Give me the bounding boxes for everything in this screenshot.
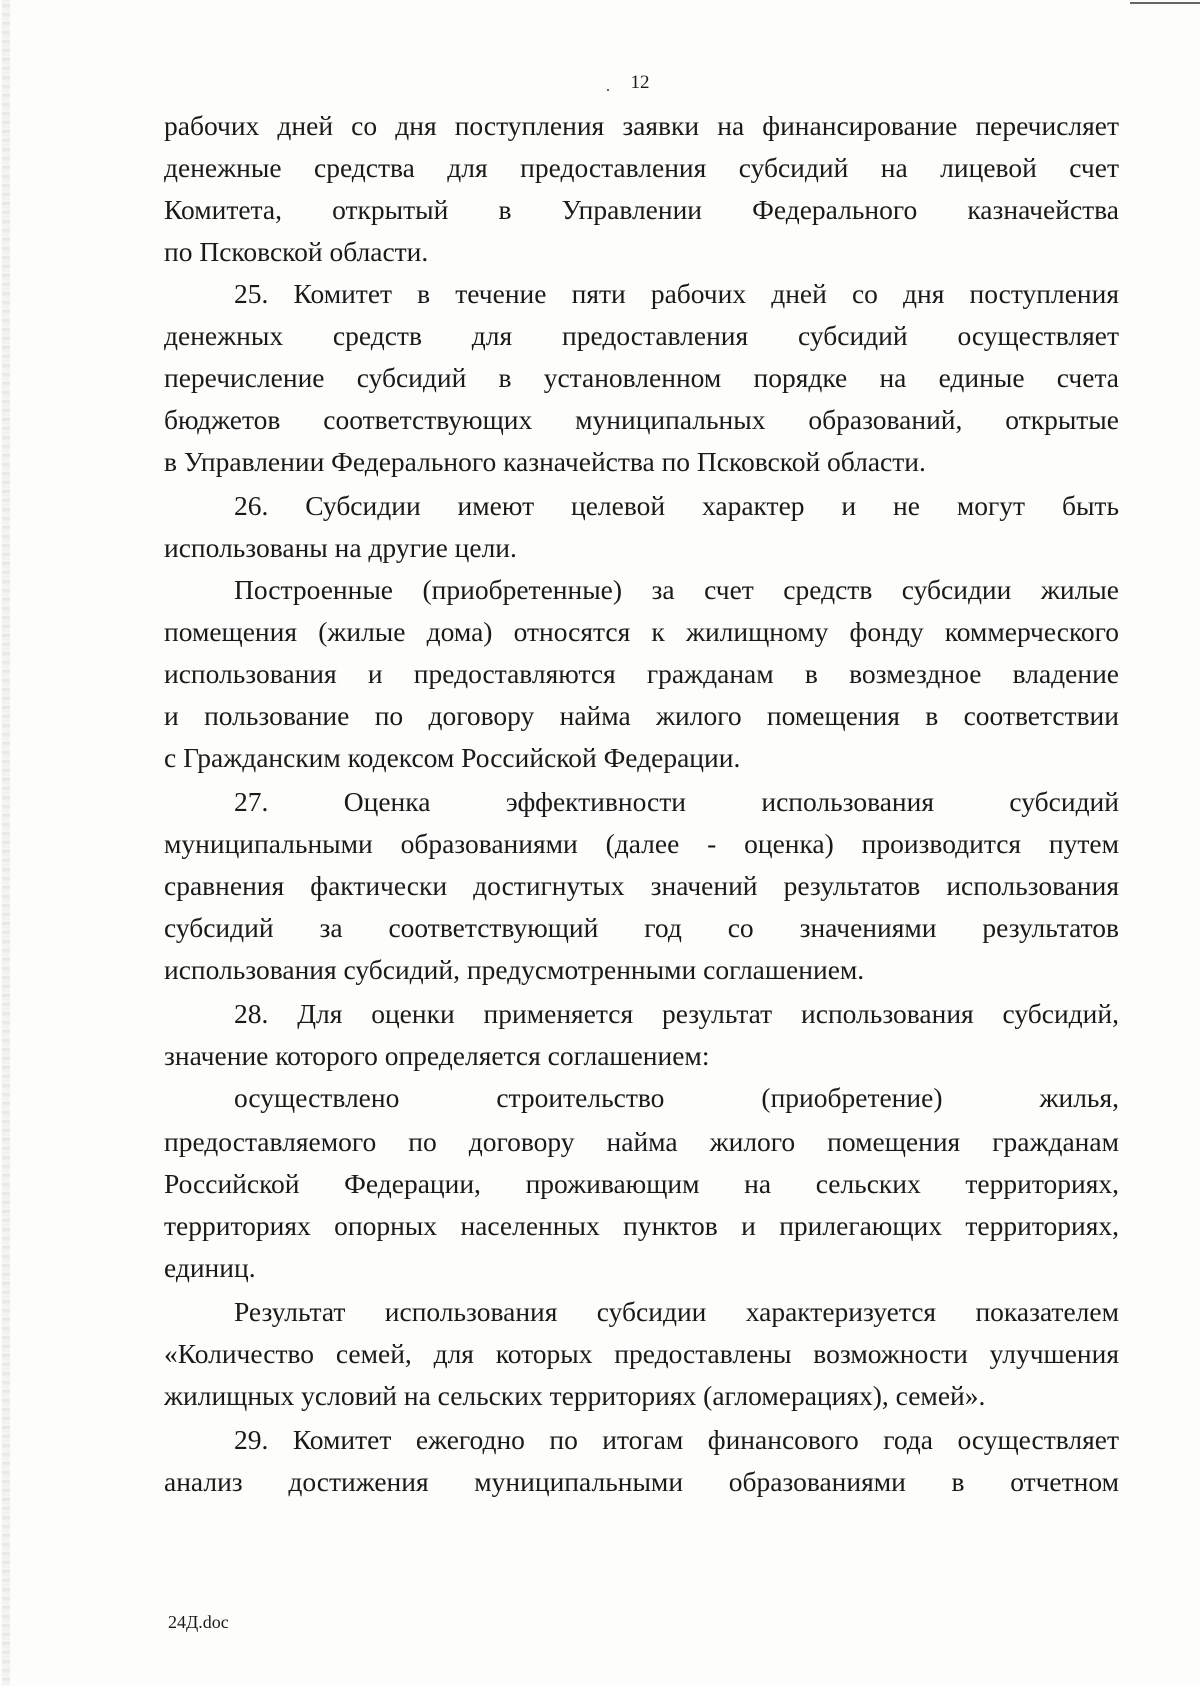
text-line: субсидий за соответствующий год со значениями результатов xyxy=(164,912,1119,943)
text-line: 29. Комитет ежегодно по итогам финансового года осуществляет xyxy=(234,1424,1119,1455)
text-line: жилищных условий на сельских территориях (агломерациях), семей». xyxy=(164,1380,986,1411)
text-line: 27. Оценка эффективности использования субсидий xyxy=(234,786,1119,817)
text-line: единиц. xyxy=(164,1252,256,1283)
text-line: 26. Субсидии имеют целевой характер и не могут быть xyxy=(234,490,1119,521)
text-line: 25. Комитет в течение пяти рабочих дней со дня поступления xyxy=(234,278,1119,309)
text-line: «Количество семей, для которых предоставлены возможности улучшения xyxy=(164,1338,1119,1369)
text-line: использованы на другие цели. xyxy=(164,532,517,563)
text-line: осуществлено строительство (приобретение) жилья, xyxy=(234,1082,1119,1113)
text-line: Комитета, открытый в Управлении Федерального казначейства xyxy=(164,194,1119,225)
text-line: муниципальными образованиями (далее - оценка) производится путем xyxy=(164,828,1119,859)
text-line: Результат использования субсидии характеризуется показателем xyxy=(234,1296,1119,1327)
text-line: использования субсидий, предусмотренными соглашением. xyxy=(164,954,865,985)
text-line: Построенные (приобретенные) за счет средств субсидии жилые xyxy=(234,574,1119,605)
text-line: сравнения фактически достигнутых значений результатов использования xyxy=(164,870,1119,901)
page-number-mark: . xyxy=(606,78,610,95)
text-line: рабочих дней со дня поступления заявки на финансирование перечисляет xyxy=(164,110,1119,141)
text-line: помещения (жилые дома) относятся к жилищному фонду коммерческого xyxy=(164,616,1119,647)
page-number: 12 xyxy=(630,72,650,93)
text-line: анализ достижения муниципальными образованиями в отчетном xyxy=(164,1466,1119,1497)
text-line: бюджетов соответствующих муниципальных образований, открытые xyxy=(164,404,1119,435)
text-line: 28. Для оценки применяется результат использования субсидий, xyxy=(234,998,1119,1029)
text-line: по Псковской области. xyxy=(164,236,429,267)
text-line: с Гражданским кодексом Российской Федерации. xyxy=(164,742,741,773)
text-line: использования и предоставляются гражданам в возмездное владение xyxy=(164,658,1119,689)
corner-mark xyxy=(1130,2,1200,4)
text-line: территориях опорных населенных пунктов и прилегающих территориях, xyxy=(164,1210,1119,1241)
text-line: Российской Федерации, проживающим на сельских территориях, xyxy=(164,1168,1119,1199)
text-line: денежные средства для предоставления субсидий на лицевой счет xyxy=(164,152,1119,183)
text-line: в Управлении Федерального казначейства по Псковской области. xyxy=(164,446,926,477)
text-line: значение которого определяется соглашением: xyxy=(164,1040,710,1071)
text-line: предоставляемого по договору найма жилого помещения гражданам xyxy=(164,1126,1119,1157)
text-line: перечисление субсидий в установленном порядке на единые счета xyxy=(164,362,1119,393)
scan-edge-artifact xyxy=(2,0,10,1686)
footer-filename: 24Д.doc xyxy=(168,1612,229,1632)
text-line: и пользование по договору найма жилого помещения в соответствии xyxy=(164,700,1119,731)
text-line: денежных средств для предоставления субсидий осуществляет xyxy=(164,320,1119,351)
